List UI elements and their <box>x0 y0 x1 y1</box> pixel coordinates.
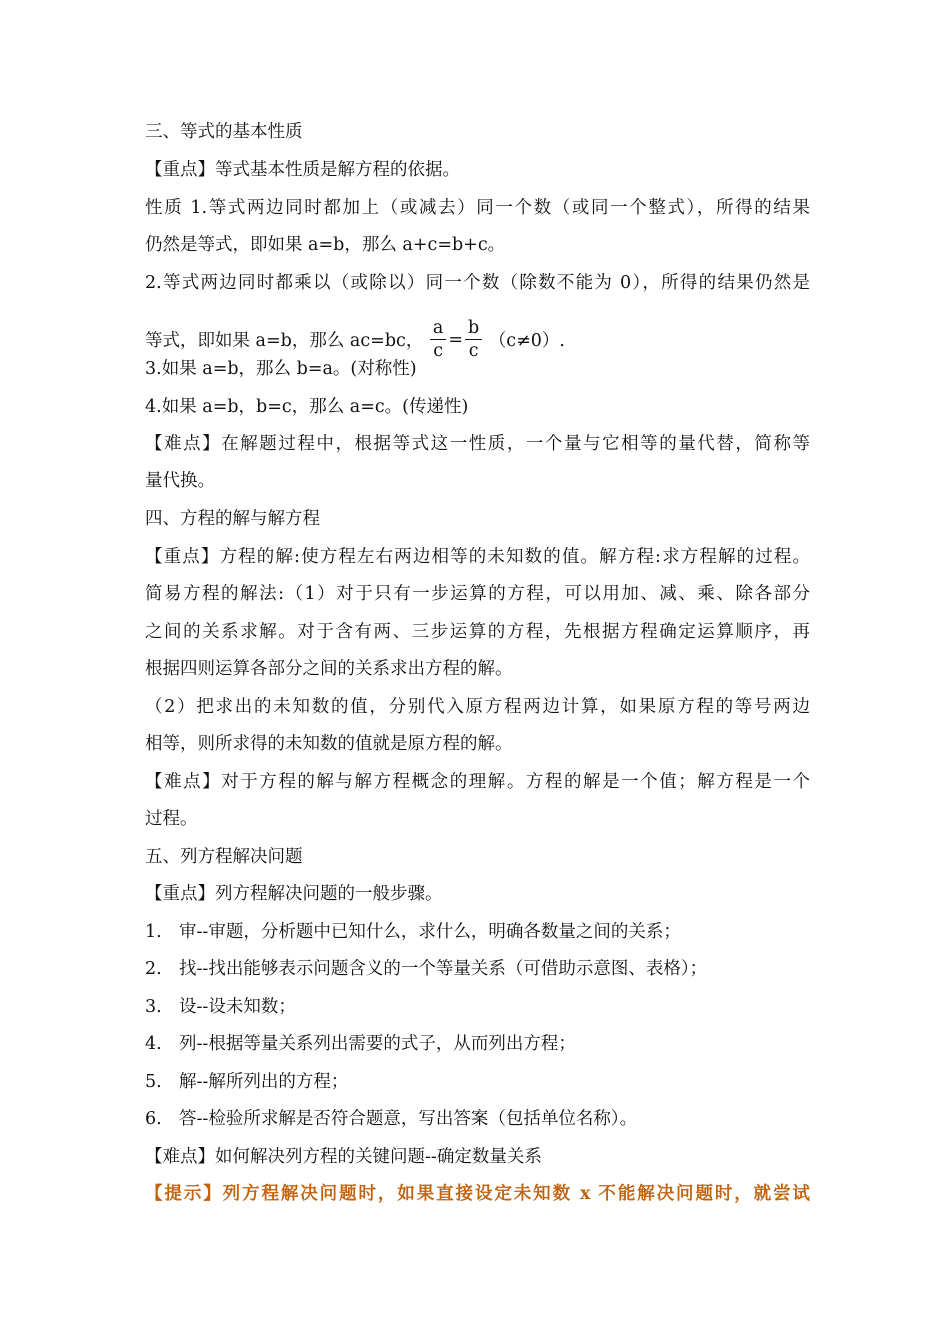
section-3-difficulty-line-2: 量代换。 <box>145 471 215 491</box>
difficulty-tag: 【难点】 <box>145 1147 215 1167</box>
section-4-line-4: 根据四则运算各部分之间的关系求出方程的解。 <box>145 659 513 679</box>
difficulty-text: 在解题过程中，根据等式这一性质，一个量与它相等的量代替，简称等 <box>221 434 811 454</box>
step-text: 审--审题，分析题中已知什么，求什么，明确各数量之间的关系； <box>179 922 681 942</box>
section-4-line-3: 之间的关系求解。对于含有两、三步运算的方程，先根据方程确定运算顺序，再 <box>145 622 810 642</box>
section-3-key-point <box>145 158 810 182</box>
step-number: 4. <box>145 1034 162 1054</box>
fraction-a-over-c <box>430 317 446 362</box>
section-4-difficulty-line-2: 过程。 <box>145 809 198 829</box>
section-5-heading: 五、列方程解决问题 <box>145 847 303 867</box>
property-3: 3.如果 a=b，那么 b=a。(对称性) <box>145 359 417 379</box>
key-point-tag: 【重点】 <box>145 884 215 904</box>
property-2-suffix: （c≠0）. <box>488 331 565 351</box>
property-2-prefix: 等式，即如果 a=b，那么 ac=bc， <box>145 331 424 351</box>
section-3-difficulty-line-1 <box>145 432 810 456</box>
section-4-line-2: 简易方程的解法:（1）对于只有一步运算的方程，可以用加、减、乘、除各部分 <box>145 584 810 604</box>
key-point-text: 等式基本性质是解方程的依据。 <box>215 160 460 180</box>
list-item <box>145 995 810 1019</box>
step-number: 3. <box>145 997 162 1017</box>
section-3-heading: 三、等式的基本性质 <box>145 122 303 142</box>
step-text: 解--解所列出的方程； <box>179 1072 349 1092</box>
step-number: 1. <box>145 922 162 942</box>
section-4-difficulty-line-1 <box>145 770 810 794</box>
step-number: 5. <box>145 1072 162 1092</box>
list-item <box>145 957 810 981</box>
property-1-line-1: 性质 1.等式两边同时都加上（或减去）同一个数（或同一个整式），所得的结果 <box>145 198 810 218</box>
list-item <box>145 1032 810 1056</box>
difficulty-tag: 【难点】 <box>145 434 222 454</box>
section-4-line-6: 相等，则所求得的未知数的值就是原方程的解。 <box>145 734 513 754</box>
fraction-b-denominator: c <box>468 341 479 361</box>
key-point-text: 列方程解决问题的一般步骤。 <box>215 884 443 904</box>
hint-text: 列方程解决问题时，如果直接设定未知数 x 不能解决问题时，就尝试 <box>222 1184 810 1204</box>
difficulty-text: 对于方程的解与解方程概念的理解。方程的解是一个值；解方程是一个 <box>221 772 811 792</box>
fraction-a-denominator: c <box>433 341 444 361</box>
step-text: 设--设未知数； <box>179 997 296 1017</box>
step-text: 列--根据等量关系列出需要的式子，从而列出方程； <box>179 1034 576 1054</box>
key-point-text: 方程的解:使方程左右两边相等的未知数的值。解方程:求方程解的过程。 <box>219 547 811 567</box>
fraction-b-numerator: b <box>465 317 482 340</box>
property-2-line-2 <box>145 307 810 361</box>
property-2-line-1: 2.等式两边同时都乘以（或除以）同一个数（除数不能为 0），所得的结果仍然是 <box>145 273 810 293</box>
fraction-equals-sign: = <box>448 330 464 350</box>
step-text: 找--找出能够表示问题含义的一个等量关系（可借助示意图、表格）； <box>179 959 708 979</box>
fraction-b-over-c <box>465 317 482 362</box>
property-4: 4.如果 a=b，b=c，那么 a=c。(传递性) <box>145 397 469 417</box>
key-point-tag: 【重点】 <box>145 160 215 180</box>
section-5-key-point <box>145 882 810 906</box>
step-number: 6. <box>145 1109 162 1129</box>
step-number: 2. <box>145 959 162 979</box>
list-item <box>145 1107 810 1131</box>
section-5-hint <box>145 1182 810 1206</box>
key-point-tag: 【重点】 <box>145 547 220 567</box>
hint-tag: 【提示】 <box>145 1184 223 1204</box>
difficulty-text: 如何解决列方程的关键问题--确定数量关系 <box>215 1147 542 1167</box>
section-4-heading: 四、方程的解与解方程 <box>145 509 320 529</box>
difficulty-tag: 【难点】 <box>145 772 222 792</box>
list-item <box>145 920 810 944</box>
property-1-line-2: 仍然是等式，即如果 a=b，那么 a+c=b+c。 <box>145 235 506 255</box>
step-text: 答--检验所求解是否符合题意，写出答案（包括单位名称）。 <box>179 1109 638 1129</box>
section-4-key-point <box>145 545 810 569</box>
list-item <box>145 1070 810 1094</box>
section-5-difficulty <box>145 1145 810 1169</box>
section-4-line-5: （2）把求出的未知数的值，分别代入原方程两边计算，如果原方程的等号两边 <box>145 697 810 717</box>
fraction-a-numerator: a <box>430 317 446 340</box>
